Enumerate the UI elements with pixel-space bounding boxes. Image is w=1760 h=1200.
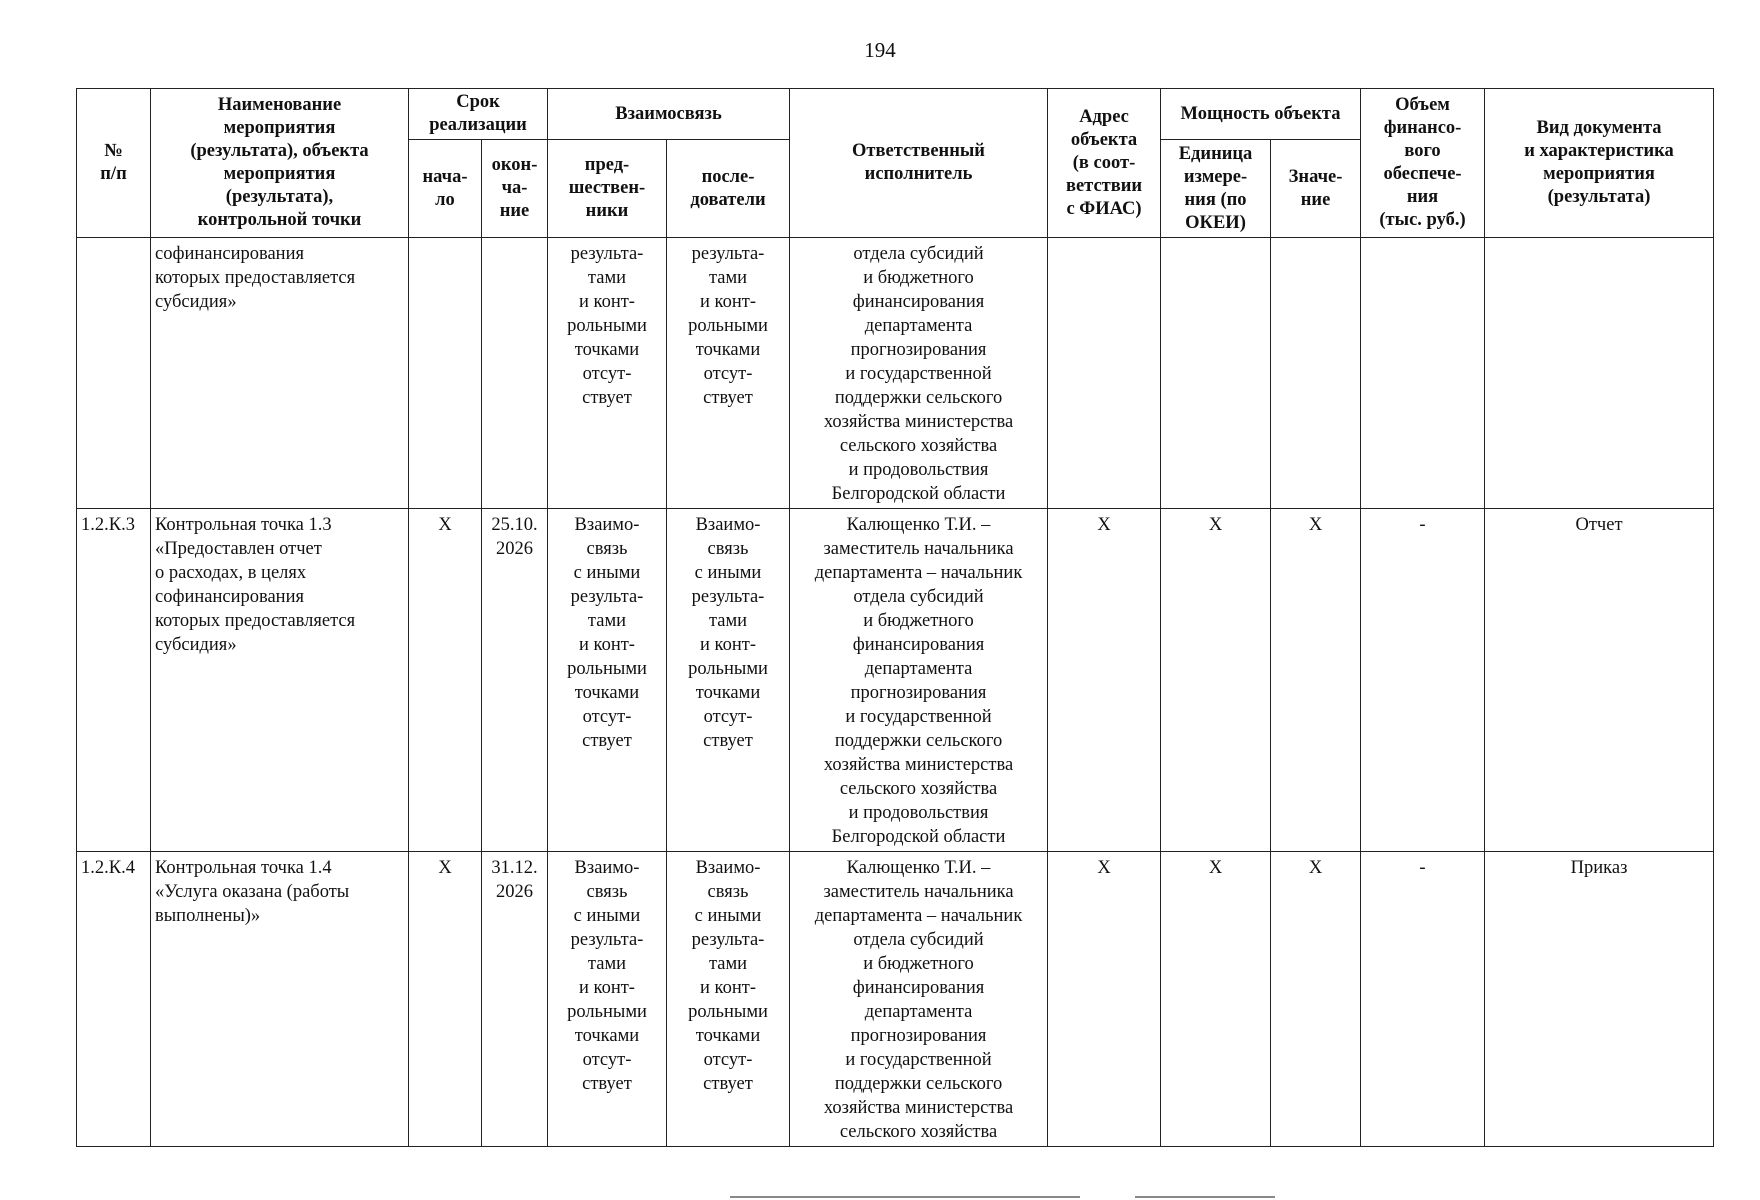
row-doc: Отчет — [1485, 509, 1714, 852]
row-address: X — [1048, 852, 1161, 1147]
row-name: софинансирования которых предоставляется субсидия» — [151, 238, 409, 509]
row-name: Контрольная точка 1.4 «Услуга оказана (работы выполнены)» — [151, 852, 409, 1147]
header-value: Значе- ние — [1271, 140, 1361, 238]
row-responsible: Калющенко Т.И. – заместитель начальника департамента – начальник отдела субсидий и бюджетного финансирования департамента прогнозирования и государственной поддержки сельского хозяйства министерства сельского хозяйства и продовольствия Белгородской области — [790, 509, 1048, 852]
header-predecessors: пред- шествен- ники — [548, 140, 667, 238]
row-unit — [1161, 238, 1271, 509]
row-funding — [1361, 238, 1485, 509]
row-start: X — [409, 852, 482, 1147]
row-address: X — [1048, 509, 1161, 852]
table-row — [77, 852, 1714, 1147]
row-end: 31.12. 2026 — [482, 852, 548, 1147]
row-funding: - — [1361, 509, 1485, 852]
row-end: 25.10. 2026 — [482, 509, 548, 852]
footer-divider — [1135, 1196, 1275, 1198]
page-number: 194 — [864, 38, 896, 62]
row-funding: - — [1361, 852, 1485, 1147]
row-predecessors: Взаимо- связь с иными результа- тами и конт- рольными точками отсут- ствует — [548, 509, 667, 852]
row-doc — [1485, 238, 1714, 509]
header-responsible: Ответственный исполнитель — [790, 89, 1048, 238]
row-successors: Взаимо- связь с иными результа- тами и конт- рольными точками отсут- ствует — [667, 852, 790, 1147]
header-term: Срок реализации — [409, 89, 548, 140]
row-num: 1.2.К.4 — [77, 852, 151, 1147]
row-unit: X — [1161, 509, 1271, 852]
header-name: Наименование мероприятия (результата), объекта мероприятия (результата), контрольной точки — [151, 89, 409, 238]
row-value: X — [1271, 509, 1361, 852]
header-num: № п/п — [77, 89, 151, 238]
row-responsible: Калющенко Т.И. – заместитель начальника департамента – начальник отдела субсидий и бюджетного финансирования департамента прогнозирования и государственной поддержки сельского хозяйства министерства сельского хозяйства — [790, 852, 1048, 1147]
row-start — [409, 238, 482, 509]
row-successors: результа- тами и конт- рольными точками отсут- ствует — [667, 238, 790, 509]
activities-table — [76, 88, 1714, 1147]
header-address: Адрес объекта (в соот- ветствии с ФИАС) — [1048, 89, 1161, 238]
header-capacity: Мощность объекта — [1161, 89, 1361, 140]
table-row — [77, 509, 1714, 852]
row-predecessors: результа- тами и конт- рольными точками отсут- ствует — [548, 238, 667, 509]
row-end — [482, 238, 548, 509]
header-successors: после- дователи — [667, 140, 790, 238]
header-end: окон- ча- ние — [482, 140, 548, 238]
header-relation: Взаимосвязь — [548, 89, 790, 140]
row-successors: Взаимо- связь с иными результа- тами и конт- рольными точками отсут- ствует — [667, 509, 790, 852]
table-row — [77, 238, 1714, 509]
row-name: Контрольная точка 1.3 «Предоставлен отчет о расходах, в целях софинансирования которых предоставляется субсидия» — [151, 509, 409, 852]
row-responsible: отдела субсидий и бюджетного финансирования департамента прогнозирования и государственной поддержки сельского хозяйства министерства сельского хозяйства и продовольствия Белгородской области — [790, 238, 1048, 509]
header-start: нача- ло — [409, 140, 482, 238]
row-num: 1.2.К.3 — [77, 509, 151, 852]
row-predecessors: Взаимо- связь с иными результа- тами и конт- рольными точками отсут- ствует — [548, 852, 667, 1147]
row-start: X — [409, 509, 482, 852]
row-value: X — [1271, 852, 1361, 1147]
header-doc: Вид документа и характеристика мероприятия (результата) — [1485, 89, 1714, 238]
row-address — [1048, 238, 1161, 509]
header-funding: Объем финансо- вого обеспече- ния (тыс. руб.) — [1361, 89, 1485, 238]
footer-divider — [790, 1196, 1080, 1198]
row-value — [1271, 238, 1361, 509]
row-unit: X — [1161, 852, 1271, 1147]
header-unit: Единица измере- ния (по ОКЕИ) — [1161, 140, 1271, 238]
row-doc: Приказ — [1485, 852, 1714, 1147]
row-num — [77, 238, 151, 509]
footer-divider — [730, 1196, 790, 1198]
